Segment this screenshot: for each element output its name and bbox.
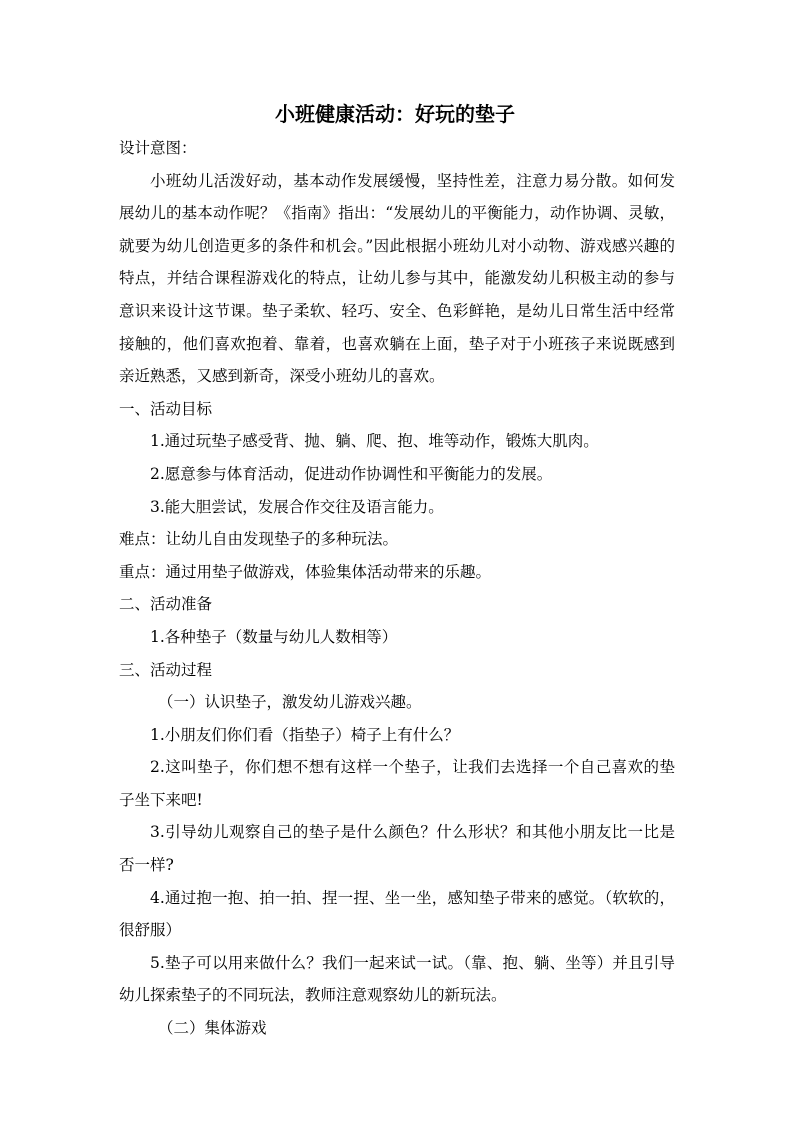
difficulty-text: 难点：让幼儿自由发现垫子的多种玩法。 [119, 530, 399, 549]
process-heading: 三、活动过程 [119, 660, 213, 679]
goal-item: 1.通过玩垫子感受背、抛、躺、爬、抱、堆等动作，锻炼大肌肉。 [150, 432, 599, 451]
preparation-heading: 二、活动准备 [119, 595, 213, 614]
process-step: 2.这叫垫子，你们想不想有这样一个垫子，让我们去选择一个自己喜欢的垫子坐下来吧! [119, 758, 675, 809]
preparation-item: 1.各种垫子（数量与幼儿人数相等） [150, 627, 398, 646]
key-point-text: 重点：通过用垫子做游戏，体验集体活动带来的乐趣。 [119, 562, 492, 581]
process-step: 4.通过抱一抱、拍一拍、捏一捏、坐一坐，感知垫子带来的感觉。（软软的，很舒服） [119, 888, 675, 940]
design-intent-body: 小班幼儿活泼好动，基本动作发展缓慢，坚持性差，注意力易分散。如何发展幼儿的基本动作呢？《指南》指出：“发展幼儿的平衡能力，动作协调、灵敏，就要为幼儿创造更多的条件和机会。”因此根据小班幼儿对小动物、游戏感兴趣的特点，并结合课程游戏化的特点，让幼儿参与其中，能激发幼儿积极主动的参与意识来设计这节课。垫子柔软、轻巧、安全、色彩鲜艳，是幼儿日常生活中经常接触的，他们喜欢抱着、靠着，也喜欢躺在上面，垫子对于小班孩子来说既感到亲近熟悉，又感到新奇，深受小班幼儿的喜欢。 [119, 171, 675, 386]
goals-heading: 一、活动目标 [119, 399, 213, 418]
process-step: 5.垫子可以用来做什么？我们一起来试一试。（靠、抱、躺、坐等）并且引导幼儿探索垫子的不同玩法，教师注意观察幼儿的新玩法。 [119, 953, 675, 1005]
goal-item: 2.愿意参与体育活动，促进动作协调性和平衡能力的发展。 [150, 464, 553, 483]
process-subheading: （二）集体游戏 [158, 1019, 267, 1038]
document-title: 小班健康活动：好玩的垫子 [275, 102, 515, 126]
process-subheading: （一）认识垫子，激发幼儿游戏兴趣。 [158, 693, 422, 712]
process-step: 3.引导幼儿观察自己的垫子是什么颜色？什么形状？和其他小朋友比一比是否一样? [119, 823, 675, 875]
document-page [119, 96, 675, 1045]
goal-item: 3.能大胆尝试，发展合作交往及语言能力。 [150, 497, 444, 516]
design-intent-heading: 设计意图： [119, 139, 197, 157]
process-step: 1.小朋友们你们看（指垫子）椅子上有什么？ [150, 725, 460, 744]
